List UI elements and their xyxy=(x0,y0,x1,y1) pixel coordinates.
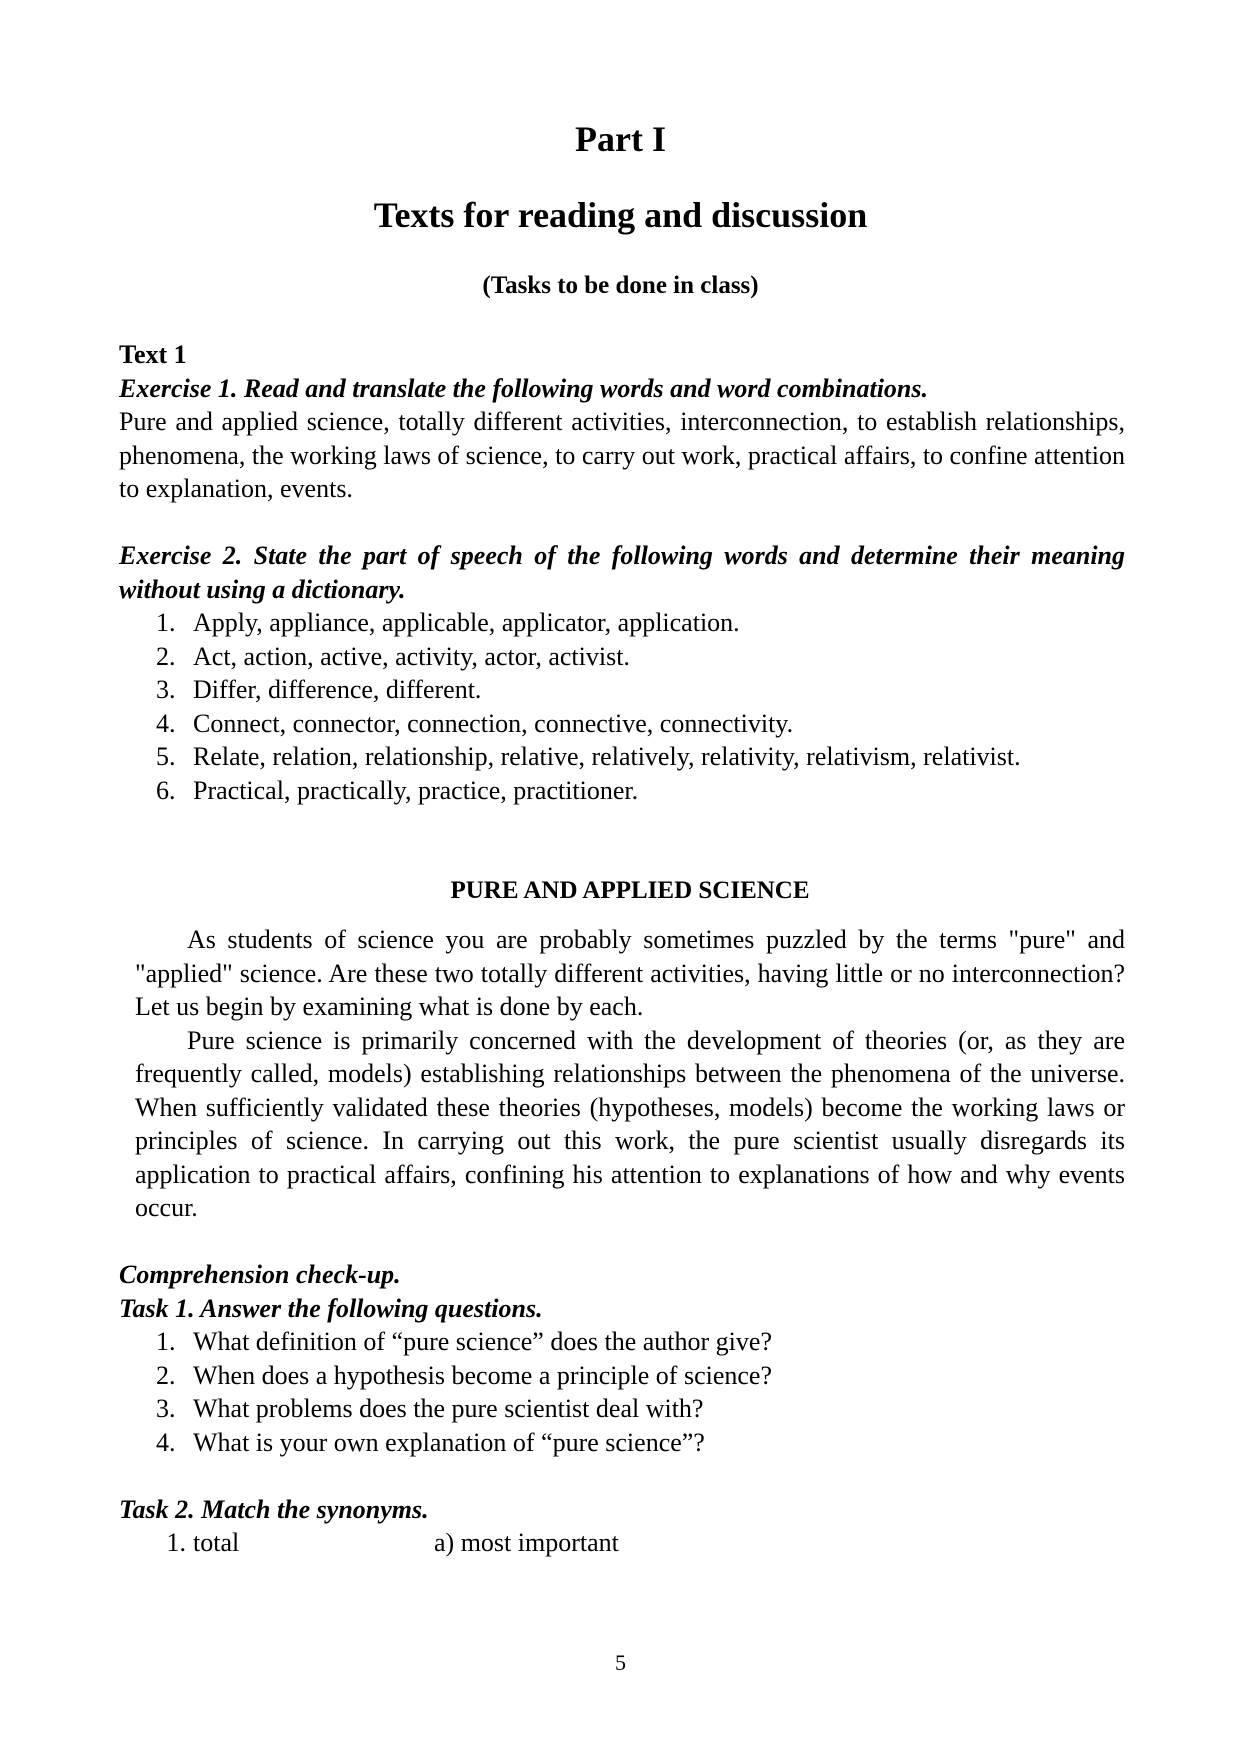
section-heading: Texts for reading and discussion xyxy=(373,195,868,235)
match-term: total xyxy=(193,1528,240,1557)
comprehension-heading: Comprehension check-up. xyxy=(119,1260,401,1289)
list-item: 3 . Differ, difference, different. xyxy=(119,673,1125,707)
spacer xyxy=(119,506,1125,540)
exercise-2-list xyxy=(119,606,1125,807)
list-item: 5 . Relate, relation, relationship, relative, relatively, relativity, relativism, relativist. xyxy=(119,740,1125,774)
page-number: 5 xyxy=(615,1650,626,1675)
list-item: 2 . Act, action, active, activity, actor, activist. xyxy=(119,640,1125,674)
list-item: 4 . Connect, connector, connection, connective, connectivity. xyxy=(119,707,1125,741)
list-item: 2 . When does a hypothesis become a principle of science? xyxy=(119,1359,1125,1393)
article-title: PURE AND APPLIED SCIENCE xyxy=(450,877,810,904)
task-1-list xyxy=(119,1325,1125,1459)
task-2-heading: Task 2. Match the synonyms. xyxy=(119,1494,429,1524)
spacer xyxy=(119,1225,1125,1259)
exercise-2-heading: Exercise 2. State the part of speech of the following words and determine their meaning without using a dictionary. xyxy=(119,541,1125,604)
list-item: 1 . What definition of “pure science” does the author give? xyxy=(119,1325,1125,1359)
section-subtitle: (Tasks to be done in class) xyxy=(482,272,759,299)
exercise-1-heading: Exercise 1. Read and translate the following words and word combinations. xyxy=(119,373,928,403)
exercise-1-body: Pure and applied science, totally different activities, interconnection, to establish relationships, phenomena, the working laws of science, to carry out work, practical affairs, to confine attention to explanation, events. xyxy=(119,407,1125,503)
match-synonym: a) most important xyxy=(434,1528,619,1557)
list-item: 6 . Practical, practically, practice, practitioner. xyxy=(119,774,1125,808)
text-label: Text 1 xyxy=(119,340,187,369)
match-row: 1 . total a) most important xyxy=(119,1526,1125,1560)
part-heading: Part I xyxy=(575,119,666,159)
list-item: 1 . Apply, appliance, applicable, applicator, application. xyxy=(119,606,1125,640)
spacer xyxy=(119,1459,1125,1493)
article-paragraph: Pure science is primarily concerned with the development of theories (or, as they are frequently called, models) establishing relationships between the phenomena of the universe. When sufficiently validated these theories (hypotheses, models) become the working laws or principles of science. In carrying out this work, the pure scientist usually disregards its application to practical affairs, confining his attention to explanations of how and why events occur. xyxy=(135,1025,1125,1222)
article-body xyxy=(135,923,1125,1225)
article-paragraph: As students of science you are probably sometimes puzzled by the terms "pure" and "applied" science. Are these two totally different activities, having little or no interconnection? Let us begin by examining what is done by each. xyxy=(135,925,1125,1021)
list-item: 3 . What problems does the pure scientist deal with? xyxy=(119,1392,1125,1426)
task-1-heading: Task 1. Answer the following questions. xyxy=(119,1293,543,1323)
page-content xyxy=(119,338,1125,1560)
list-item: 4 . What is your own explanation of “pure science”? xyxy=(119,1426,1125,1460)
